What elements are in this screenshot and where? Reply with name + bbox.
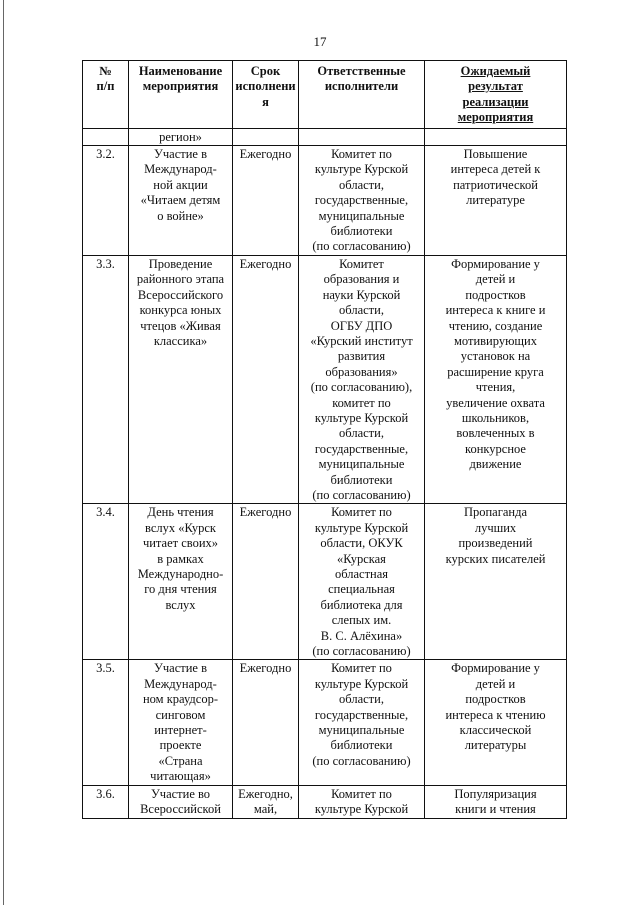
row-event-name: Проведение районного этапа Всероссийского конкурса юных чтецов «Живая классика»: [129, 255, 233, 504]
row-number: 3.6.: [83, 785, 129, 818]
table-header-row: [83, 61, 567, 129]
table-row: [83, 785, 567, 818]
row-expected-result: Пропаганда лучших произведений курских писателей: [425, 504, 567, 660]
row-executors: Комитет по культуре Курской: [299, 785, 425, 818]
row-deadline: [233, 128, 299, 145]
header-number: № п/п: [83, 61, 129, 129]
header-expected-result: Ожидаемый результат реализации мероприятия: [425, 61, 567, 129]
events-table: [82, 60, 567, 819]
row-number: 3.3.: [83, 255, 129, 504]
row-executors: [299, 128, 425, 145]
table-row: [83, 504, 567, 660]
row-event-name: Участие в Международ- ной акции «Читаем детям о войне»: [129, 146, 233, 256]
row-executors: Комитет по культуре Курской области, государственные, муниципальные библиотеки (по согласованию): [299, 146, 425, 256]
row-event-name: Участие во Всероссийской: [129, 785, 233, 818]
row-deadline: Ежегодно: [233, 255, 299, 504]
row-executors: Комитет по культуре Курской области, ОКУК «Курская областная специальная библиотека для слепых им. В. С. Алёхина» (по согласованию): [299, 504, 425, 660]
table-row: [83, 660, 567, 785]
row-expected-result: [425, 128, 567, 145]
header-event-name: Наименование мероприятия: [129, 61, 233, 129]
table-row: [83, 255, 567, 504]
row-expected-result: Повышение интереса детей к патриотической литературе: [425, 146, 567, 256]
table-row: [83, 146, 567, 256]
row-deadline: Ежегодно: [233, 504, 299, 660]
row-number: 3.2.: [83, 146, 129, 256]
row-event-name: День чтения вслух «Курск читает своих» в рамках Международно- го дня чтения вслух: [129, 504, 233, 660]
row-expected-result: Формирование у детей и подростков интереса к книге и чтению, создание мотивирующих установок на расширение круга чтения, увеличение охвата школьников, вовлеченных в конкурсное движение: [425, 255, 567, 504]
scan-edge-line: [3, 0, 4, 905]
row-event-name: регион»: [129, 128, 233, 145]
header-executors: Ответственные исполнители: [299, 61, 425, 129]
row-deadline: Ежегодно: [233, 660, 299, 785]
row-event-name: Участие в Международ- ном краудсор- синговом интернет- проекте «Страна читающая»: [129, 660, 233, 785]
row-deadline: Ежегодно, май,: [233, 785, 299, 818]
row-deadline: Ежегодно: [233, 146, 299, 256]
row-expected-result: Формирование у детей и подростков интереса к чтению классической литературы: [425, 660, 567, 785]
row-executors: Комитет по культуре Курской области, государственные, муниципальные библиотеки (по согласованию): [299, 660, 425, 785]
row-number: [83, 128, 129, 145]
page-number: 17: [313, 34, 327, 49]
row-number: 3.5.: [83, 660, 129, 785]
row-executors: Комитет образования и науки Курской области, ОГБУ ДПО «Курский институт развития образования» (по согласованию), комитет по культуре Курской области, государственные, муниципальные библиотеки (по согласованию): [299, 255, 425, 504]
row-number: 3.4.: [83, 504, 129, 660]
row-expected-result: Популяризация книги и чтения: [425, 785, 567, 818]
header-deadline: Срок исполнения: [233, 61, 299, 129]
table-row: [83, 128, 567, 145]
